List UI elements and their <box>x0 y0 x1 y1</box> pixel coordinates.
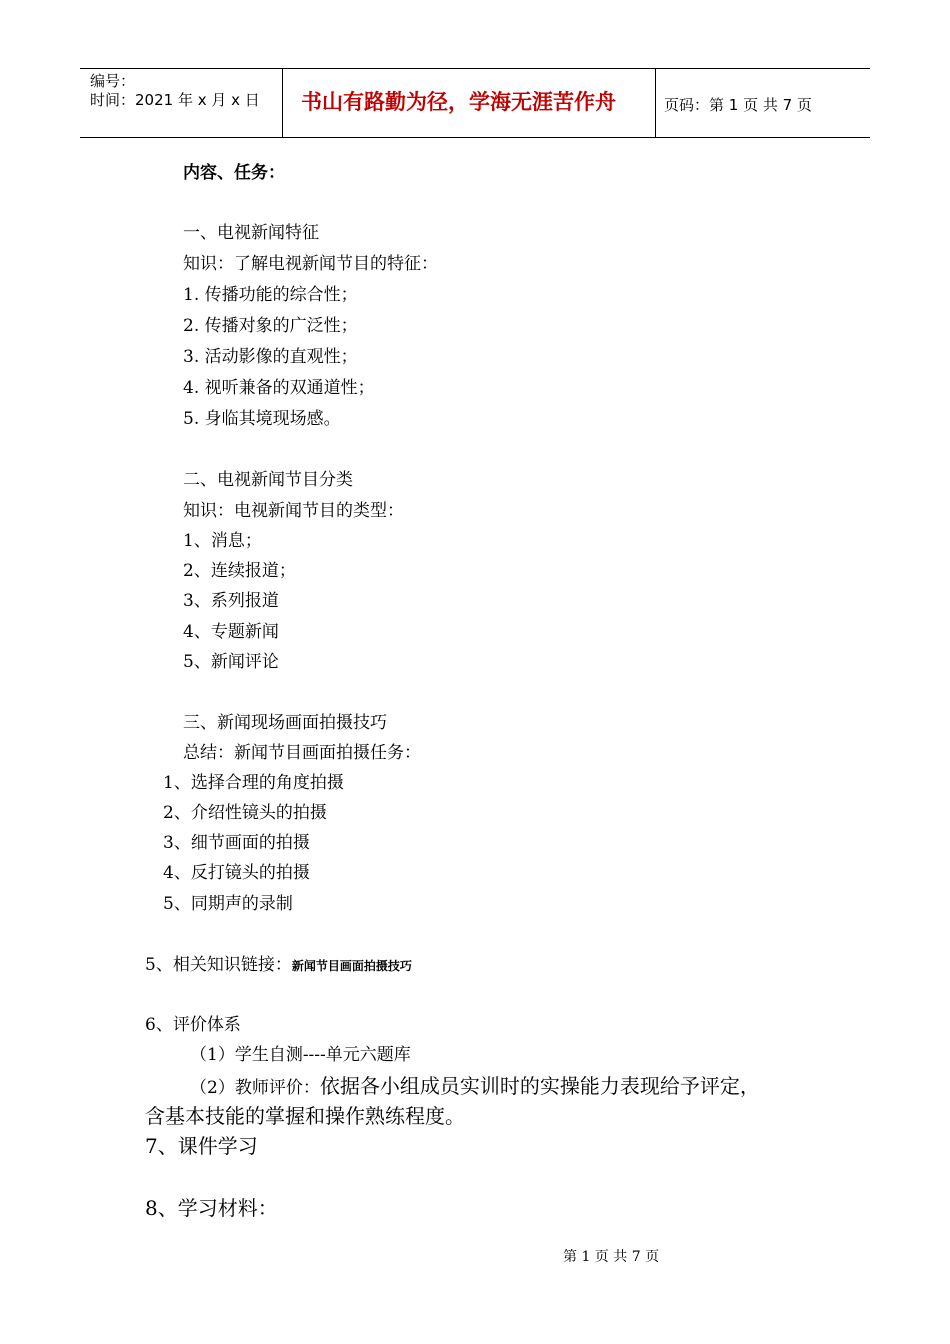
motto: 书山有路勤为径，学海无涯苦作舟 <box>301 90 616 114</box>
section-3-intro: 总结：新闻节目画面拍摄任务： <box>183 743 421 763</box>
document-header <box>80 68 870 138</box>
time-label: 时间：2021 年 x 月 x 日 <box>90 91 260 109</box>
list-item: 4. 视听兼备的双通道性； <box>183 378 375 398</box>
header-page-cell <box>656 69 870 137</box>
evaluation-item-2-text: 依据各小组成员实训时的实操能力表现给予评定， <box>319 1074 760 1098</box>
list-item: 5、同期声的录制 <box>163 894 293 914</box>
list-item: 1. 传播功能的综合性； <box>183 285 358 305</box>
materials-title: 8、学习材料： <box>145 1196 278 1220</box>
list-item: 1、选择合理的角度拍摄 <box>163 773 344 793</box>
list-item: 2. 传播对象的广泛性； <box>183 316 358 336</box>
section-2-title: 二、电视新闻节目分类 <box>183 470 353 490</box>
list-item: 5. 身临其境现场感。 <box>183 409 341 429</box>
list-item: 3、系列报道 <box>183 591 279 611</box>
list-item: 3、细节画面的拍摄 <box>163 833 310 853</box>
page-footer: 第 1 页 共 7 页 <box>563 1249 660 1265</box>
page-info: 页码：第 1 页 共 7 页 <box>664 96 812 114</box>
related-knowledge <box>145 954 412 977</box>
evaluation-item-2 <box>190 1073 760 1099</box>
section-1-title: 一、电视新闻特征 <box>183 223 319 243</box>
list-item: 4、反打镜头的拍摄 <box>163 863 310 883</box>
courseware-title: 7、课件学习 <box>145 1134 258 1158</box>
list-item: 1、消息； <box>183 531 262 551</box>
evaluation-item-2-prefix: （2）教师评价： <box>190 1078 320 1098</box>
related-label: 5、相关知识链接： <box>145 955 292 975</box>
section-1-intro: 知识：了解电视新闻节目的特征： <box>183 254 438 274</box>
list-item: 2、介绍性镜头的拍摄 <box>163 803 327 823</box>
evaluation-title: 6、评价体系 <box>145 1015 241 1035</box>
list-item: 2、连续报道； <box>183 561 296 581</box>
header-motto-cell <box>282 69 656 137</box>
section-3-title: 三、新闻现场画面拍摄技巧 <box>183 713 387 733</box>
number-label: 编号： <box>90 72 136 90</box>
header-meta-cell <box>80 69 282 137</box>
evaluation-item-2-continued: 含基本技能的掌握和操作熟练程度。 <box>145 1104 465 1128</box>
evaluation-item-1: （1）学生自测----单元六题库 <box>190 1045 411 1065</box>
list-item: 3. 活动影像的直观性； <box>183 347 358 367</box>
list-item: 5、新闻评论 <box>183 652 279 672</box>
section-2-intro: 知识：电视新闻节目的类型： <box>183 501 404 521</box>
related-link[interactable]: 新闻节目画面拍摄技巧 <box>291 959 412 973</box>
content-heading: 内容、任务： <box>183 163 285 183</box>
list-item: 4、专题新闻 <box>183 622 279 642</box>
